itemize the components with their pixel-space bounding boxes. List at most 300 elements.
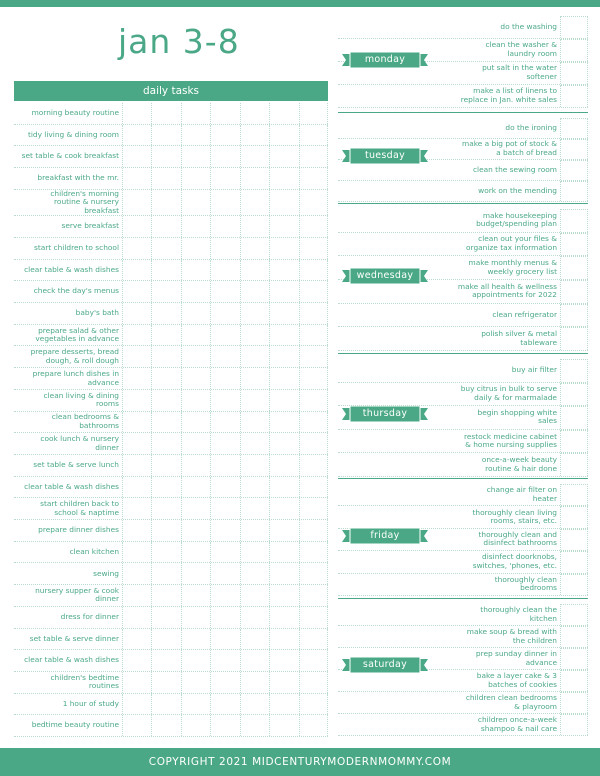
checkbox-cell[interactable] (122, 146, 151, 167)
checkbox-cell[interactable] (151, 585, 180, 606)
checkbox-cell[interactable] (210, 103, 239, 124)
checkbox-cell[interactable] (181, 694, 210, 715)
checkbox-cell[interactable] (210, 629, 239, 650)
checkbox-cell[interactable] (299, 216, 328, 237)
checkbox-cell[interactable] (151, 368, 180, 389)
checkbox-cell[interactable] (240, 390, 269, 411)
checkbox-cell[interactable] (210, 477, 239, 498)
daily-task-row (14, 146, 328, 168)
checkbox-cell[interactable] (151, 412, 180, 433)
checkbox-cell[interactable] (210, 303, 239, 324)
checkbox-cell[interactable] (181, 281, 210, 302)
checkbox-cell[interactable] (240, 303, 269, 324)
checkbox-cell[interactable] (299, 346, 328, 367)
checkbox-cell[interactable] (181, 433, 210, 454)
day-task-row (338, 484, 588, 506)
checkbox-cell[interactable] (210, 260, 239, 281)
checkbox-cell[interactable] (122, 477, 151, 498)
checkbox-cell[interactable] (210, 238, 239, 259)
checkbox-cell[interactable] (299, 412, 328, 433)
checkbox-cell[interactable] (269, 368, 298, 389)
checkbox-cell[interactable] (269, 477, 298, 498)
checkbox-cell[interactable] (560, 256, 588, 279)
daily-task-label: start children to school (33, 243, 119, 253)
checkbox-cell[interactable] (181, 103, 210, 124)
day-task-label: polish silver & metal tableware (481, 329, 557, 347)
daily-task-row (14, 238, 328, 260)
checkbox-cell[interactable] (122, 281, 151, 302)
day-ribbon-banner (342, 268, 428, 284)
day-task-label: put salt in the water softener (482, 63, 557, 81)
checkbox-cell[interactable] (269, 125, 298, 146)
checkbox-cell[interactable] (299, 585, 328, 606)
checkbox-cell[interactable] (240, 629, 269, 650)
checkbox-cell[interactable] (560, 529, 588, 550)
checkbox-cell[interactable] (240, 672, 269, 693)
checkbox-cell[interactable] (151, 303, 180, 324)
daily-task-label: cook lunch & nursery dinner (40, 434, 119, 452)
checkbox-cell[interactable] (181, 125, 210, 146)
checkbox-cell[interactable] (299, 498, 328, 519)
checkbox-cell[interactable] (181, 238, 210, 259)
daily-task-row (14, 585, 328, 607)
checkbox-cell[interactable] (269, 498, 298, 519)
daily-task-row (14, 168, 328, 190)
checkbox-cell[interactable] (560, 383, 588, 406)
checkbox-cell[interactable] (240, 455, 269, 476)
checkbox-cell[interactable] (122, 455, 151, 476)
checkbox-cell[interactable] (181, 563, 210, 584)
day-task-label: make soup & bread with the children (466, 626, 557, 645)
checkbox-cell[interactable] (210, 281, 239, 302)
checkbox-cell[interactable] (299, 103, 328, 124)
checkbox-cell[interactable] (299, 650, 328, 671)
checkbox-cell[interactable] (181, 715, 210, 736)
checkbox-cell[interactable] (122, 672, 151, 693)
checkbox-cell[interactable] (122, 238, 151, 259)
checkbox-cell[interactable] (269, 542, 298, 563)
checkbox-cell[interactable] (560, 453, 588, 476)
checkbox-cell[interactable] (269, 281, 298, 302)
checkbox-cell[interactable] (181, 542, 210, 563)
checkbox-cell[interactable] (269, 433, 298, 454)
day-task-label: make housekeeping budget/spending plan (476, 210, 557, 229)
checkbox-cell[interactable] (240, 715, 269, 736)
checkbox-cell[interactable] (560, 406, 588, 429)
checkbox-cell[interactable] (181, 325, 210, 346)
checkbox-cell[interactable] (122, 346, 151, 367)
checkbox-cell[interactable] (122, 629, 151, 650)
checkbox-cell[interactable] (269, 190, 298, 216)
checkbox-cell[interactable] (122, 498, 151, 519)
daily-task-label: clear table & wash dishes (24, 481, 119, 491)
section-divider (338, 478, 588, 479)
daily-task-label: tidy living & dining room (27, 129, 119, 139)
checkbox-cell[interactable] (560, 484, 588, 505)
checkbox-cell[interactable] (560, 430, 588, 453)
checkbox-cell[interactable] (269, 715, 298, 736)
checkbox-cell[interactable] (151, 168, 180, 189)
checkbox-cell[interactable] (122, 368, 151, 389)
checkbox-cell[interactable] (299, 325, 328, 346)
daily-task-row (14, 520, 328, 542)
checkbox-cell[interactable] (210, 542, 239, 563)
checkbox-cell[interactable] (151, 672, 180, 693)
checkbox-cell[interactable] (181, 390, 210, 411)
checkbox-cell[interactable] (151, 216, 180, 237)
checkbox-cell[interactable] (269, 412, 298, 433)
checkbox-cell[interactable] (299, 238, 328, 259)
checkbox-cell[interactable] (151, 433, 180, 454)
day-task-label: thoroughly clean living rooms, stairs, etc. (472, 507, 557, 526)
checkbox-cell[interactable] (560, 327, 588, 350)
day-task-label: make monthly menus & weekly grocery list (468, 258, 557, 276)
checkbox-cell[interactable] (299, 542, 328, 563)
day-task-label: once-a-week beauty routine & hair done (481, 455, 557, 473)
checkbox-cell[interactable] (269, 650, 298, 671)
checkbox-cell[interactable] (122, 103, 151, 124)
checkbox-cell[interactable] (240, 260, 269, 281)
checkbox-cell[interactable] (240, 477, 269, 498)
checkbox-cell[interactable] (151, 238, 180, 259)
checkbox-cell[interactable] (269, 563, 298, 584)
checkbox-cell[interactable] (122, 303, 151, 324)
daily-task-row (14, 368, 328, 390)
daily-task-label: clean bedrooms & bathrooms (51, 412, 119, 430)
checkbox-cell[interactable] (210, 168, 239, 189)
checkbox-cell[interactable] (122, 520, 151, 541)
daily-task-label: baby's bath (75, 308, 119, 318)
checkbox-cell[interactable] (269, 103, 298, 124)
checkbox-cell[interactable] (122, 694, 151, 715)
checkbox-cell[interactable] (151, 498, 180, 519)
checkbox-cell[interactable] (151, 607, 180, 628)
checkbox-cell[interactable] (151, 542, 180, 563)
daily-task-row (14, 715, 328, 737)
checkbox-cell[interactable] (240, 216, 269, 237)
checkbox-cell[interactable] (560, 85, 588, 107)
checkbox-cell[interactable] (151, 563, 180, 584)
checkbox-cell[interactable] (560, 39, 588, 61)
checkbox-cell[interactable] (240, 542, 269, 563)
checkbox-cell[interactable] (181, 585, 210, 606)
checkbox-cell[interactable] (151, 190, 180, 216)
checkbox-cell[interactable] (560, 280, 588, 303)
checkbox-cell[interactable] (299, 715, 328, 736)
checkbox-cell[interactable] (299, 190, 328, 216)
checkbox-cell[interactable] (269, 238, 298, 259)
daily-task-row (14, 477, 328, 499)
checkbox-cell[interactable] (560, 648, 588, 669)
checkbox-cell[interactable] (122, 216, 151, 237)
checkbox-cell[interactable] (560, 233, 588, 256)
checkbox-cell[interactable] (181, 498, 210, 519)
checkbox-cell[interactable] (122, 433, 151, 454)
checkbox-cell[interactable] (151, 103, 180, 124)
checkbox-cell[interactable] (560, 714, 588, 735)
checkbox-cell[interactable] (210, 146, 239, 167)
checkbox-cell[interactable] (240, 125, 269, 146)
checkbox-cell[interactable] (240, 281, 269, 302)
checkbox-cell[interactable] (299, 146, 328, 167)
checkbox-cell[interactable] (269, 607, 298, 628)
day-section-thursday (338, 353, 588, 477)
checkbox-cell[interactable] (210, 715, 239, 736)
checkbox-cell[interactable] (560, 160, 588, 180)
checkbox-cell[interactable] (181, 190, 210, 216)
checkbox-cell[interactable] (299, 563, 328, 584)
checkbox-cell[interactable] (151, 346, 180, 367)
checkbox-cell[interactable] (269, 455, 298, 476)
day-task-label: children clean bedrooms & playroom (465, 692, 557, 711)
checkbox-cell[interactable] (151, 281, 180, 302)
checkbox-cell[interactable] (269, 390, 298, 411)
checkbox-cell[interactable] (210, 672, 239, 693)
checkbox-cell[interactable] (269, 168, 298, 189)
daily-task-label: set table & cook breakfast (21, 151, 119, 161)
checkbox-cell[interactable] (240, 368, 269, 389)
checkbox-cell[interactable] (299, 520, 328, 541)
checkbox-cell[interactable] (240, 585, 269, 606)
daily-task-label: children's morning routine & nursery breakfast (50, 188, 119, 215)
checkbox-cell[interactable] (560, 118, 588, 138)
daily-task-label: clean living & dining rooms (43, 390, 119, 409)
day-task-label: prep sunday dinner in advance (475, 648, 557, 667)
day-ribbon-banner (342, 406, 428, 422)
checkbox-cell[interactable] (560, 139, 588, 159)
checkbox-cell[interactable] (560, 670, 588, 691)
checkbox-cell[interactable] (560, 181, 588, 201)
checkbox-cell[interactable] (210, 585, 239, 606)
checkbox-cell[interactable] (151, 694, 180, 715)
checkbox-cell[interactable] (181, 629, 210, 650)
checkbox-cell[interactable] (560, 551, 588, 572)
checkbox-cell[interactable] (210, 650, 239, 671)
checkbox-cell[interactable] (269, 585, 298, 606)
daily-task-row (14, 390, 328, 412)
checkbox-cell[interactable] (210, 607, 239, 628)
checkbox-cell[interactable] (269, 260, 298, 281)
section-divider (338, 353, 588, 354)
day-name-label: monday (364, 54, 406, 65)
checkbox-cell[interactable] (240, 694, 269, 715)
daily-task-row (14, 260, 328, 282)
checkbox-cell[interactable] (299, 477, 328, 498)
checkbox-cell[interactable] (210, 125, 239, 146)
checkbox-cell[interactable] (269, 325, 298, 346)
checkbox-cell[interactable] (122, 168, 151, 189)
checkbox-cell[interactable] (151, 146, 180, 167)
checkbox-cell[interactable] (560, 692, 588, 713)
checkbox-cell[interactable] (181, 168, 210, 189)
checkbox-cell[interactable] (240, 103, 269, 124)
day-task-label: work on the mending (478, 185, 557, 195)
checkbox-cell[interactable] (210, 694, 239, 715)
checkbox-cell[interactable] (240, 325, 269, 346)
checkbox-cell[interactable] (560, 604, 588, 625)
day-task-row (338, 506, 588, 528)
checkbox-cell[interactable] (122, 650, 151, 671)
section-divider (338, 598, 588, 599)
checkbox-cell[interactable] (560, 209, 588, 232)
checkbox-cell[interactable] (240, 168, 269, 189)
day-task-label: bake a layer cake & 3 batches of cookies (476, 670, 557, 689)
checkbox-cell[interactable] (210, 520, 239, 541)
day-task-label: clean out your files & organize tax information (466, 234, 557, 252)
checkbox-cell[interactable] (122, 412, 151, 433)
checkbox-cell[interactable] (122, 190, 151, 216)
checkbox-cell[interactable] (181, 146, 210, 167)
checkbox-cell[interactable] (210, 412, 239, 433)
checkbox-cell[interactable] (181, 520, 210, 541)
checkbox-cell[interactable] (240, 498, 269, 519)
daily-task-label: prepare salad & other vegetables in advance (35, 325, 119, 344)
checkbox-cell[interactable] (122, 325, 151, 346)
checkbox-cell[interactable] (269, 303, 298, 324)
checkbox-cell[interactable] (210, 346, 239, 367)
checkbox-cell[interactable] (210, 216, 239, 237)
checkbox-cell[interactable] (299, 168, 328, 189)
checkbox-cell[interactable] (151, 629, 180, 650)
checkbox-cell[interactable] (299, 433, 328, 454)
checkbox-cell[interactable] (151, 715, 180, 736)
day-task-row (338, 670, 588, 692)
checkbox-cell[interactable] (240, 190, 269, 216)
checkbox-cell[interactable] (151, 520, 180, 541)
checkbox-cell[interactable] (181, 368, 210, 389)
checkbox-cell[interactable] (122, 125, 151, 146)
day-task-label: thoroughly clean bedrooms (494, 574, 557, 593)
checkbox-cell[interactable] (151, 650, 180, 671)
checkbox-cell[interactable] (122, 542, 151, 563)
checkbox-cell[interactable] (151, 325, 180, 346)
checkbox-cell[interactable] (299, 629, 328, 650)
day-task-label: buy air filter (511, 365, 557, 375)
checkbox-cell[interactable] (560, 626, 588, 647)
checkbox-cell[interactable] (299, 260, 328, 281)
checkbox-cell[interactable] (151, 125, 180, 146)
checkbox-cell[interactable] (240, 433, 269, 454)
checkbox-cell[interactable] (560, 574, 588, 595)
checkbox-cell[interactable] (181, 672, 210, 693)
checkbox-cell[interactable] (210, 455, 239, 476)
day-task-row (338, 574, 588, 596)
checkbox-cell[interactable] (269, 672, 298, 693)
checkbox-cell[interactable] (240, 146, 269, 167)
checkbox-cell[interactable] (122, 715, 151, 736)
checkbox-cell[interactable] (122, 260, 151, 281)
checkbox-cell[interactable] (181, 650, 210, 671)
checkbox-cell[interactable] (299, 368, 328, 389)
checkbox-cell[interactable] (269, 346, 298, 367)
checkbox-cell[interactable] (299, 694, 328, 715)
day-task-row (338, 359, 588, 383)
daily-task-label: children's bedtime routines (50, 672, 119, 691)
day-task-row (338, 453, 588, 477)
day-section-monday (338, 14, 588, 108)
checkbox-cell[interactable] (269, 694, 298, 715)
checkbox-cell[interactable] (151, 260, 180, 281)
day-section-saturday (338, 598, 588, 736)
day-task-label: change air filter on heater (486, 485, 557, 503)
checkbox-cell[interactable] (299, 390, 328, 411)
checkbox-cell[interactable] (210, 498, 239, 519)
checkbox-cell[interactable] (299, 672, 328, 693)
checkbox-cell[interactable] (560, 16, 588, 38)
checkbox-cell[interactable] (210, 433, 239, 454)
checkbox-cell[interactable] (240, 412, 269, 433)
checkbox-cell[interactable] (210, 190, 239, 216)
checkbox-cell[interactable] (240, 238, 269, 259)
checkbox-cell[interactable] (240, 346, 269, 367)
checkbox-cell[interactable] (122, 585, 151, 606)
checkbox-cell[interactable] (210, 368, 239, 389)
checkbox-cell[interactable] (181, 260, 210, 281)
checkbox-cell[interactable] (560, 359, 588, 382)
checkbox-cell[interactable] (210, 563, 239, 584)
checkbox-cell[interactable] (181, 477, 210, 498)
checkbox-cell[interactable] (240, 650, 269, 671)
daily-task-label: sewing (93, 568, 119, 578)
daily-task-row (14, 498, 328, 520)
day-section-friday (338, 478, 588, 596)
daily-task-label: prepare desserts, bread dough, & roll dough (30, 347, 119, 365)
checkbox-cell[interactable] (122, 390, 151, 411)
daily-task-row (14, 216, 328, 238)
checkbox-cell[interactable] (181, 303, 210, 324)
daily-task-label: nursery supper & cook dinner (35, 585, 119, 604)
checkbox-cell[interactable] (181, 216, 210, 237)
checkbox-cell[interactable] (299, 125, 328, 146)
checkbox-cell[interactable] (210, 390, 239, 411)
checkbox-cell[interactable] (240, 520, 269, 541)
checkbox-cell[interactable] (269, 629, 298, 650)
checkbox-cell[interactable] (299, 281, 328, 302)
checkbox-cell[interactable] (122, 607, 151, 628)
daily-task-row (14, 542, 328, 564)
checkbox-cell[interactable] (269, 520, 298, 541)
checkbox-cell[interactable] (181, 346, 210, 367)
daily-task-row (14, 563, 328, 585)
checkbox-cell[interactable] (240, 607, 269, 628)
checkbox-cell[interactable] (181, 455, 210, 476)
daily-task-label: set table & serve lunch (33, 460, 119, 470)
checkbox-cell[interactable] (299, 455, 328, 476)
checkbox-cell[interactable] (151, 477, 180, 498)
checkbox-cell[interactable] (269, 146, 298, 167)
checkbox-cell[interactable] (299, 303, 328, 324)
checkbox-cell[interactable] (151, 390, 180, 411)
checkbox-cell[interactable] (181, 412, 210, 433)
checkbox-cell[interactable] (560, 62, 588, 84)
checkbox-cell[interactable] (181, 607, 210, 628)
checkbox-cell[interactable] (560, 506, 588, 527)
checkbox-cell[interactable] (122, 563, 151, 584)
day-task-row (338, 85, 588, 108)
checkbox-cell[interactable] (240, 563, 269, 584)
checkbox-cell[interactable] (210, 325, 239, 346)
daily-task-row (14, 303, 328, 325)
checkbox-cell[interactable] (299, 607, 328, 628)
daily-task-row (14, 325, 328, 347)
page-title: jan 3-8 (118, 22, 240, 61)
checkbox-cell[interactable] (560, 304, 588, 327)
day-name-label: thursday (362, 408, 408, 419)
day-task-label: buy citrus in bulk to serve daily & for marmalade (460, 384, 557, 402)
checkbox-cell[interactable] (151, 455, 180, 476)
top-band (0, 0, 600, 7)
checkbox-cell[interactable] (269, 216, 298, 237)
